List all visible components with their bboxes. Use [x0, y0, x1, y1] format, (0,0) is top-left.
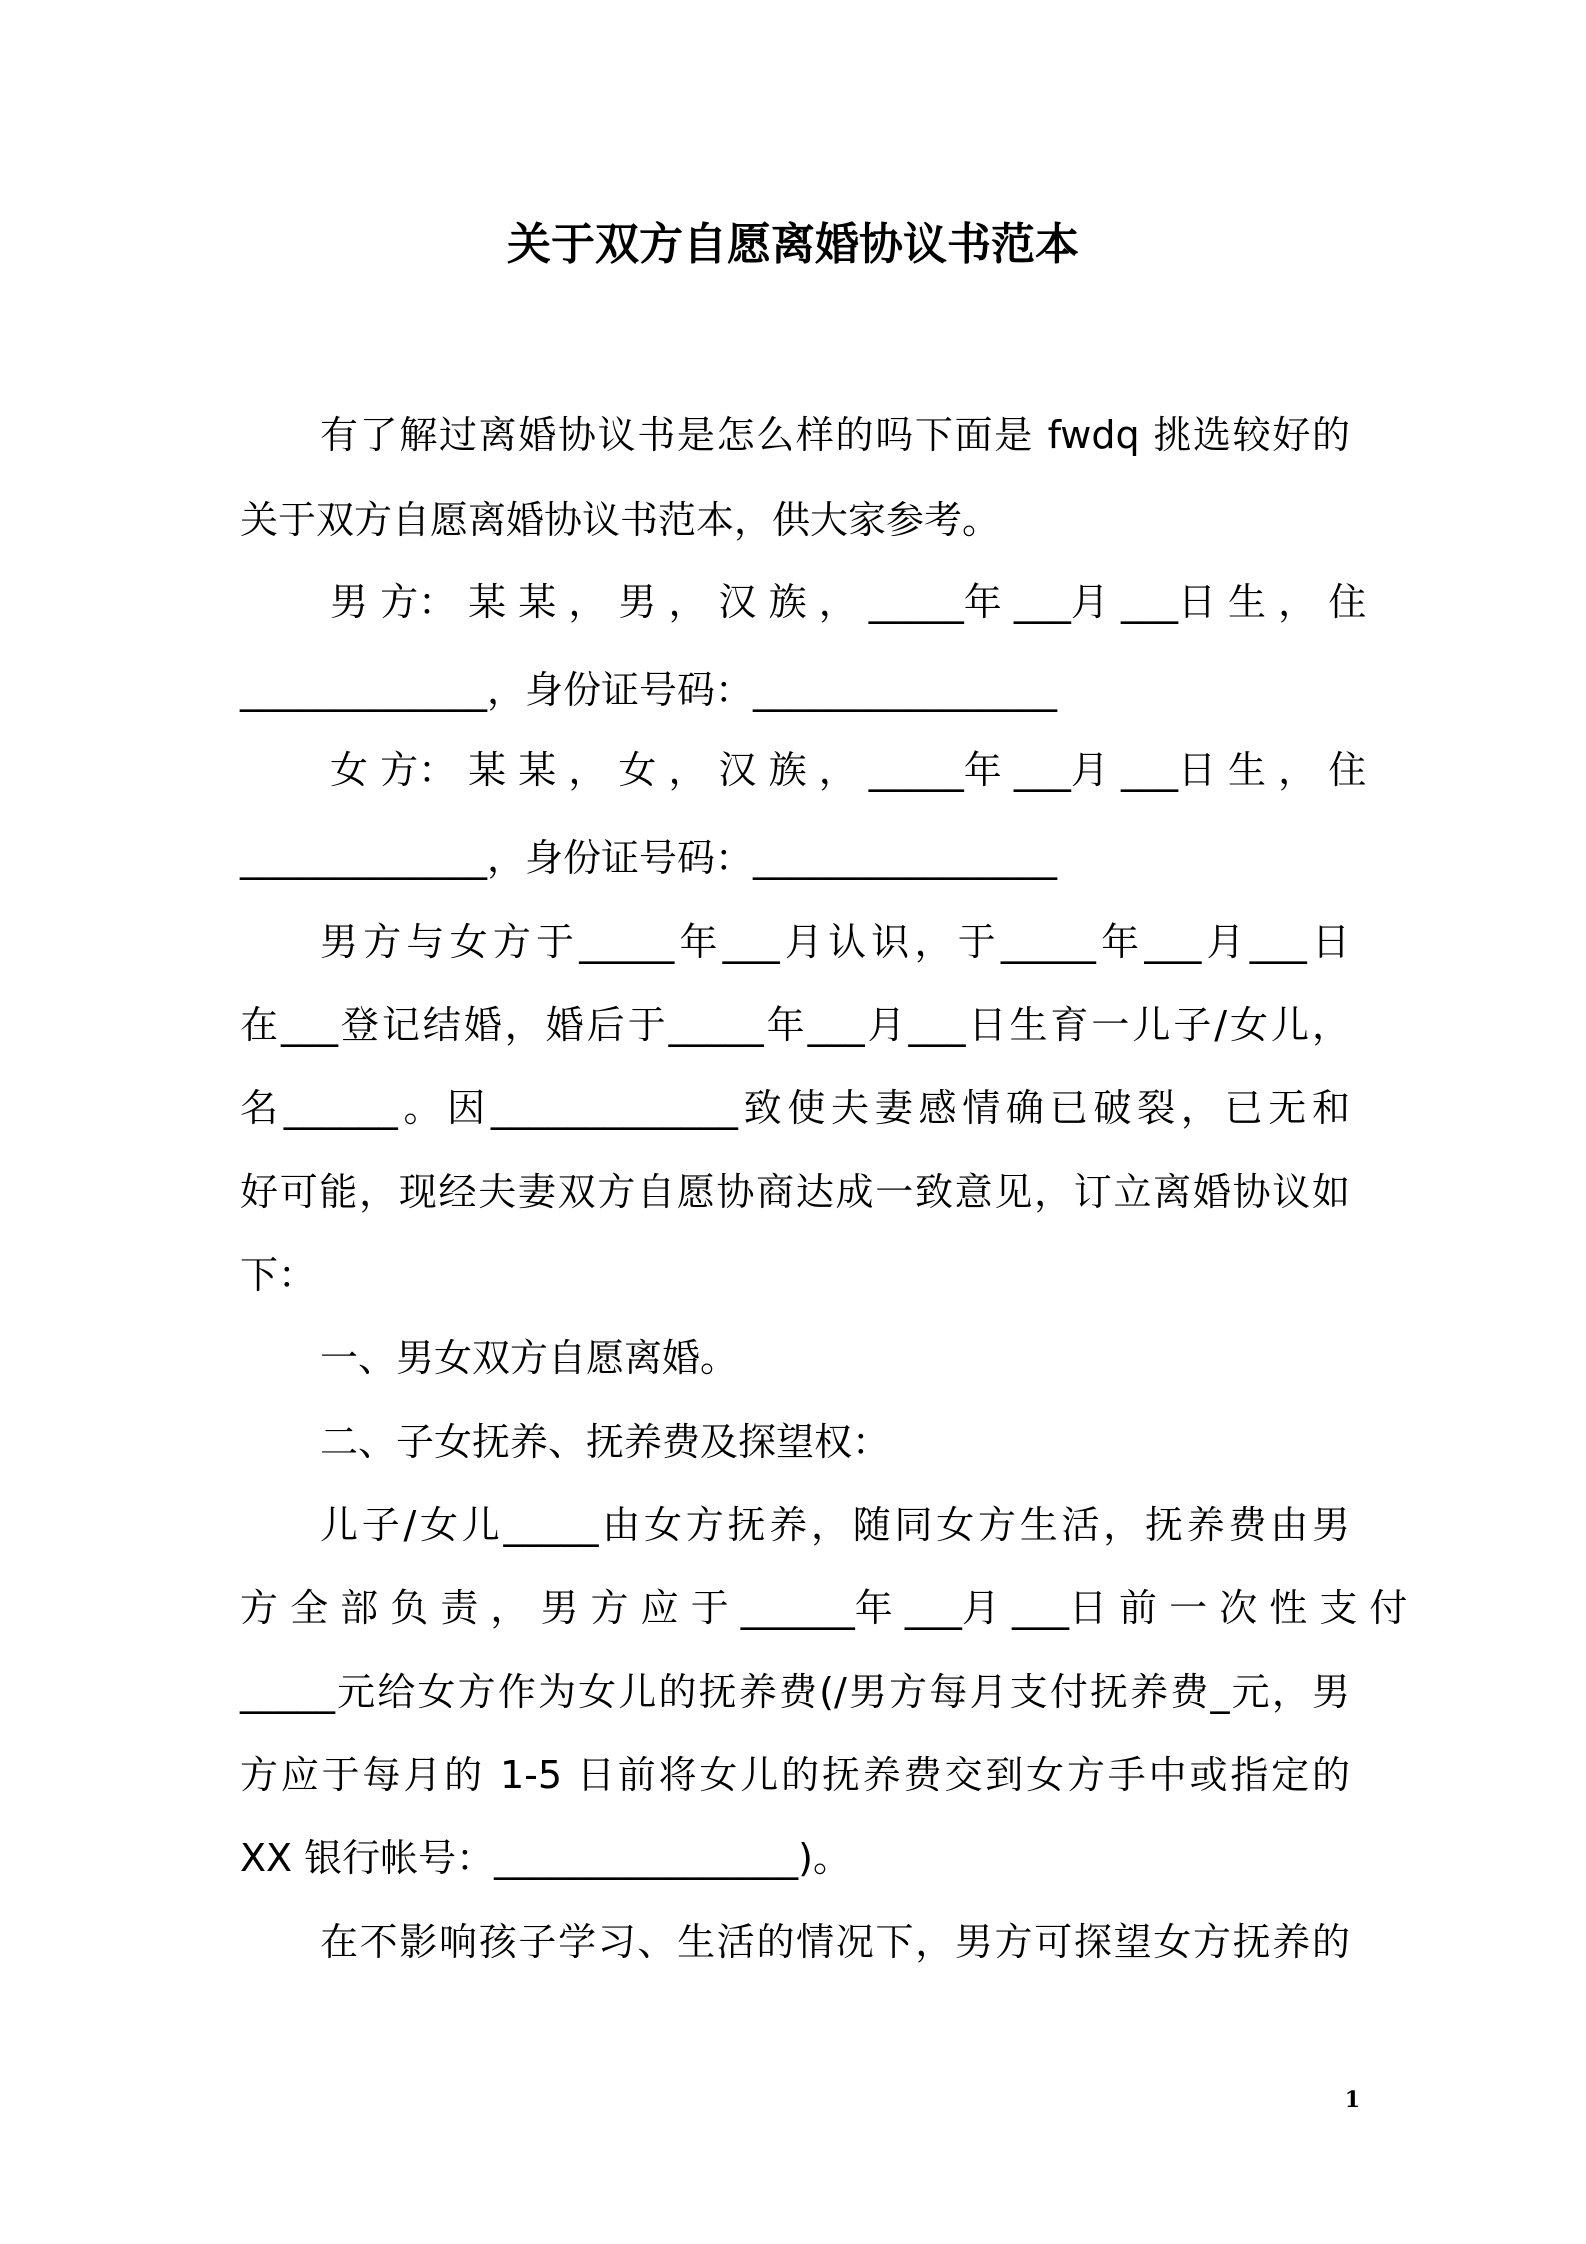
paragraph-line: _____元给女方作为女儿的抚养费(/男方每月支付抚养费_元，男: [240, 1670, 1350, 1714]
paragraph-line: 在___登记结婚，婚后于_____年___月___日生育一儿子/女儿，: [240, 1003, 1350, 1047]
paragraph-line: 有了解过离婚协议书是怎么样的吗下面是 fwdq 挑选较好的: [320, 413, 1350, 457]
document-title: 关于双方自愿离婚协议书范本: [507, 219, 1079, 270]
male-party-line: 男 方： 某 某 ， 男 ， 汉 族 ， _____年 ___月 ___日 生 ， 住: [330, 580, 1367, 624]
paragraph-line: 下：: [240, 1253, 317, 1297]
male-id-line: _____________，身份证号码：________________: [240, 668, 1058, 712]
paragraph-line: 好可能，现经夫妻双方自愿协商达成一致意见，订立离婚协议如: [240, 1170, 1350, 1214]
female-party-line: 女 方： 某 某 ， 女 ， 汉 族 ， _____年 ___月 ___日 生 ， 住: [330, 748, 1367, 792]
paragraph-line: 关于双方自愿离婚协议书范本，供大家参考。: [240, 498, 1001, 542]
female-id-line: _____________，身份证号码：________________: [240, 836, 1058, 880]
paragraph-line: 名______。因_____________致使夫妻感情确已破裂，已无和: [240, 1086, 1350, 1130]
paragraph-line: 方 全 部 负 责 ， 男 方 应 于 ______年 ___月 ___日 前 一 次 性 支 付: [240, 1586, 1408, 1630]
paragraph-line: 在不影响孩子学习、生活的情况下，男方可探望女方抚养的: [320, 1920, 1350, 1964]
paragraph-line: 方应于每月的 1-5 日前将女儿的抚养费交到女方手中或指定的: [240, 1753, 1350, 1797]
clause-heading: 一、男女双方自愿离婚。: [320, 1336, 739, 1380]
clause-heading: 二、子女抚养、抚养费及探望权：: [320, 1420, 891, 1464]
paragraph-line: XX 银行帐号：________________)。: [240, 1836, 851, 1880]
page-number: 1: [1344, 2087, 1360, 2113]
paragraph-line: 男方与女方于_____年___月认识，于_____年___月___日: [320, 920, 1350, 964]
paragraph-line: 儿子/女儿_____由女方抚养，随同女方生活，抚养费由男: [320, 1503, 1350, 1547]
